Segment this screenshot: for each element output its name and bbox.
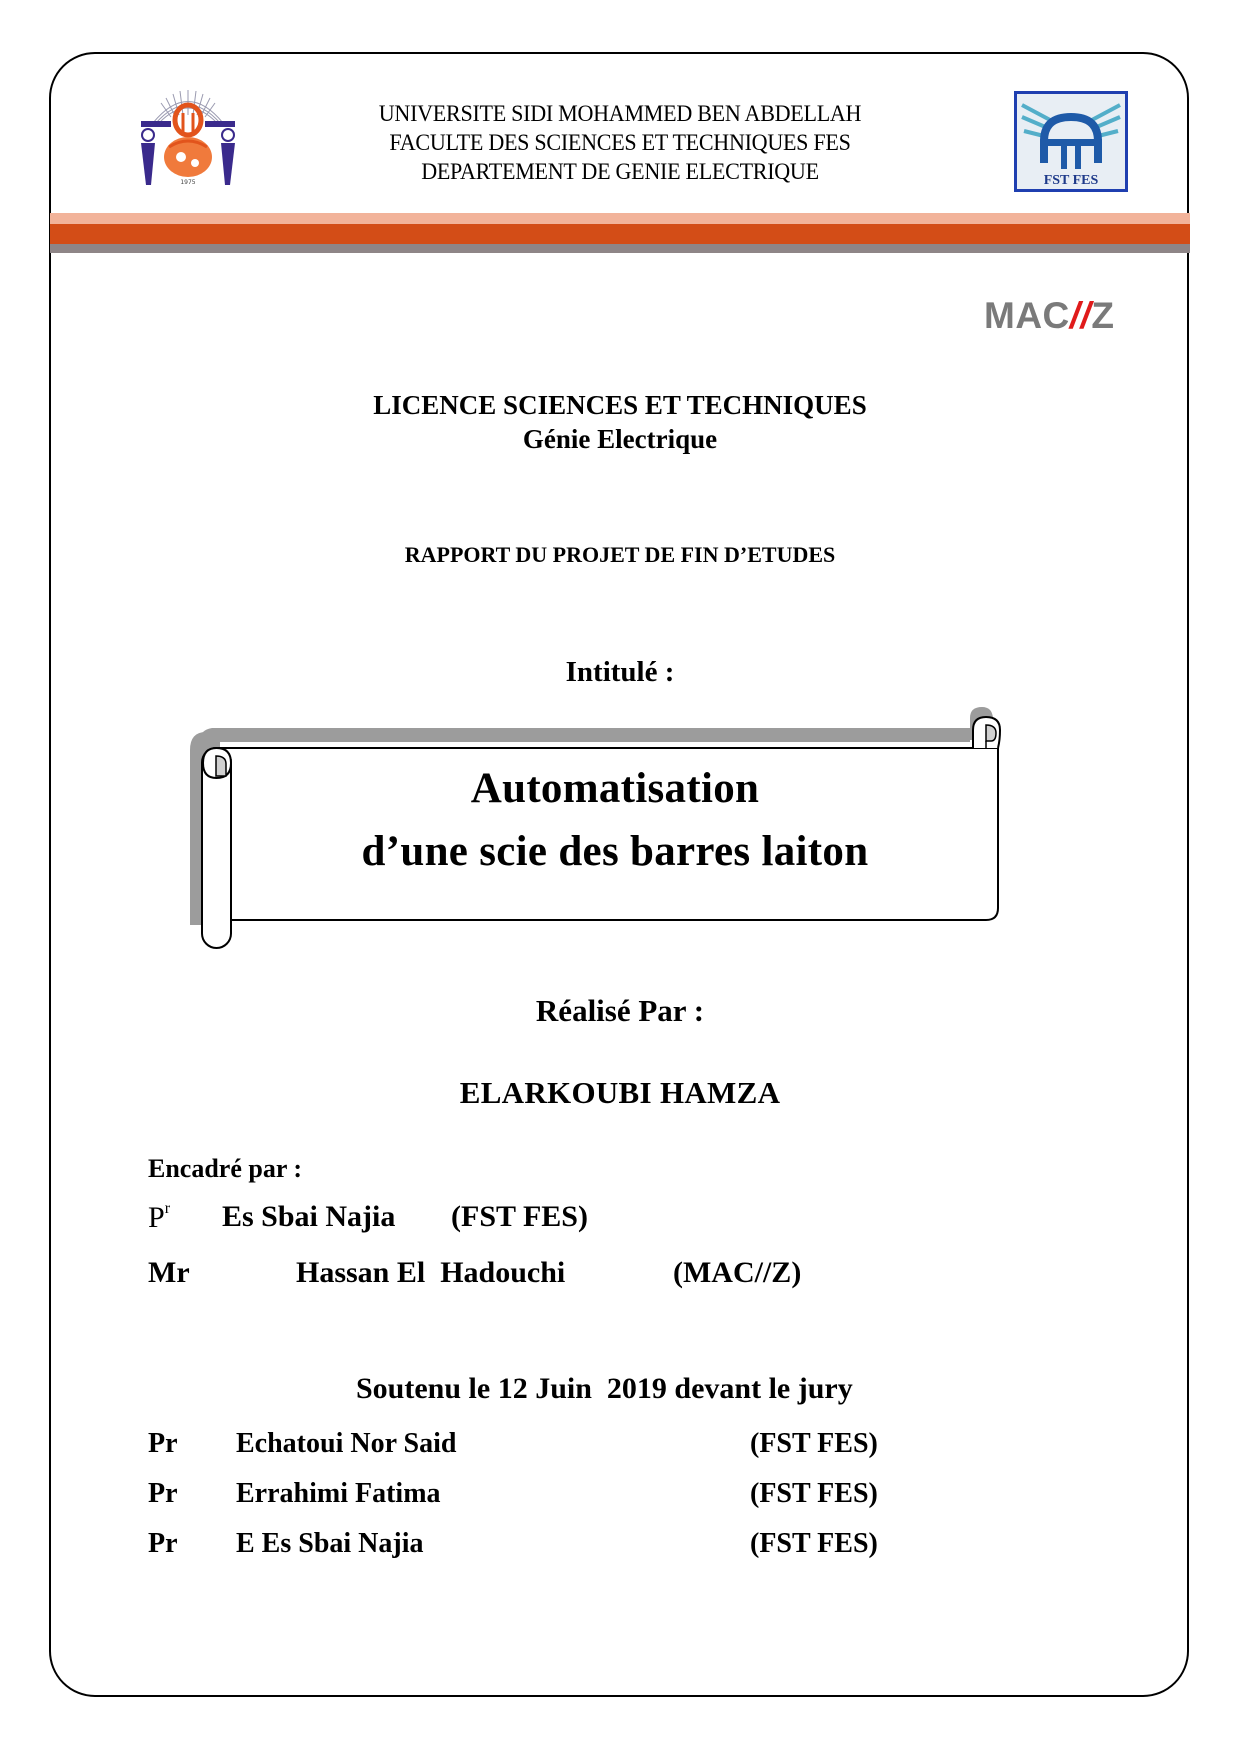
svg-text:FST FES: FST FES [1043,173,1099,188]
report-type: RAPPORT DU PROJET DE FIN D’ETUDES [404,542,836,567]
supervisor-name: Hassan El Hadouchi [296,1256,566,1289]
jury-name: E Es Sbai Najia [236,1528,424,1559]
svg-text:1975: 1975 [180,179,196,186]
header-band-light [50,213,1190,224]
defense-statement: Soutenu le 12 Juin 2019 devant le jury [356,1372,853,1405]
company-logo [984,295,1114,337]
supervisor-title: Mr [148,1256,190,1289]
supervisor-title: $P^r$ [148,1200,171,1234]
company-logo-part1: MAC [984,295,1070,336]
university-crest-icon [133,85,243,190]
institution-header [294,99,947,186]
supervisors-label: Encadré par : [148,1154,303,1183]
supervisor-org: (MAC//Z) [673,1256,802,1289]
jury-org: (FST FES) [750,1528,878,1559]
author-label: Réalisé Par : [535,993,705,1028]
project-title [230,757,1000,883]
jury-org: (FST FES) [750,1478,878,1509]
company-logo-slashes: // [1069,295,1092,336]
jury-title: Pr [148,1528,178,1559]
department-name: DEPARTEMENT DE GENIE ELECTRIQUE [421,159,819,184]
header-band-gray [50,244,1190,253]
jury-name: Echatoui Nor Said [236,1428,457,1459]
company-logo-part3: Z [1091,295,1115,336]
degree-name: LICENCE SCIENCES ET TECHNIQUES [373,390,867,420]
jury-org: (FST FES) [750,1428,878,1459]
fst-fes-logo-icon [1014,91,1128,192]
supervisor-name: Es Sbai Najia [222,1200,396,1233]
header-band-orange [50,224,1190,244]
faculty-name: FACULTE DES SCIENCES ET TECHNIQUES FES [389,130,851,155]
jury-title: Pr [148,1428,178,1459]
jury-title: Pr [148,1478,178,1509]
author-name: ELARKOUBI HAMZA [459,1075,781,1110]
degree-heading [250,388,990,456]
degree-specialty: Génie Electrique [522,424,718,454]
title-label: Intitulé : [565,656,675,688]
supervisor-org: (FST FES) [451,1200,588,1233]
project-title-line1: Automatisation [470,765,760,812]
project-title-line2: d’une scie des barres laiton [361,828,869,875]
jury-name: Errahimi Fatima [236,1478,441,1509]
university-name: UNIVERSITE SIDI MOHAMMED BEN ABDELLAH [378,101,862,126]
